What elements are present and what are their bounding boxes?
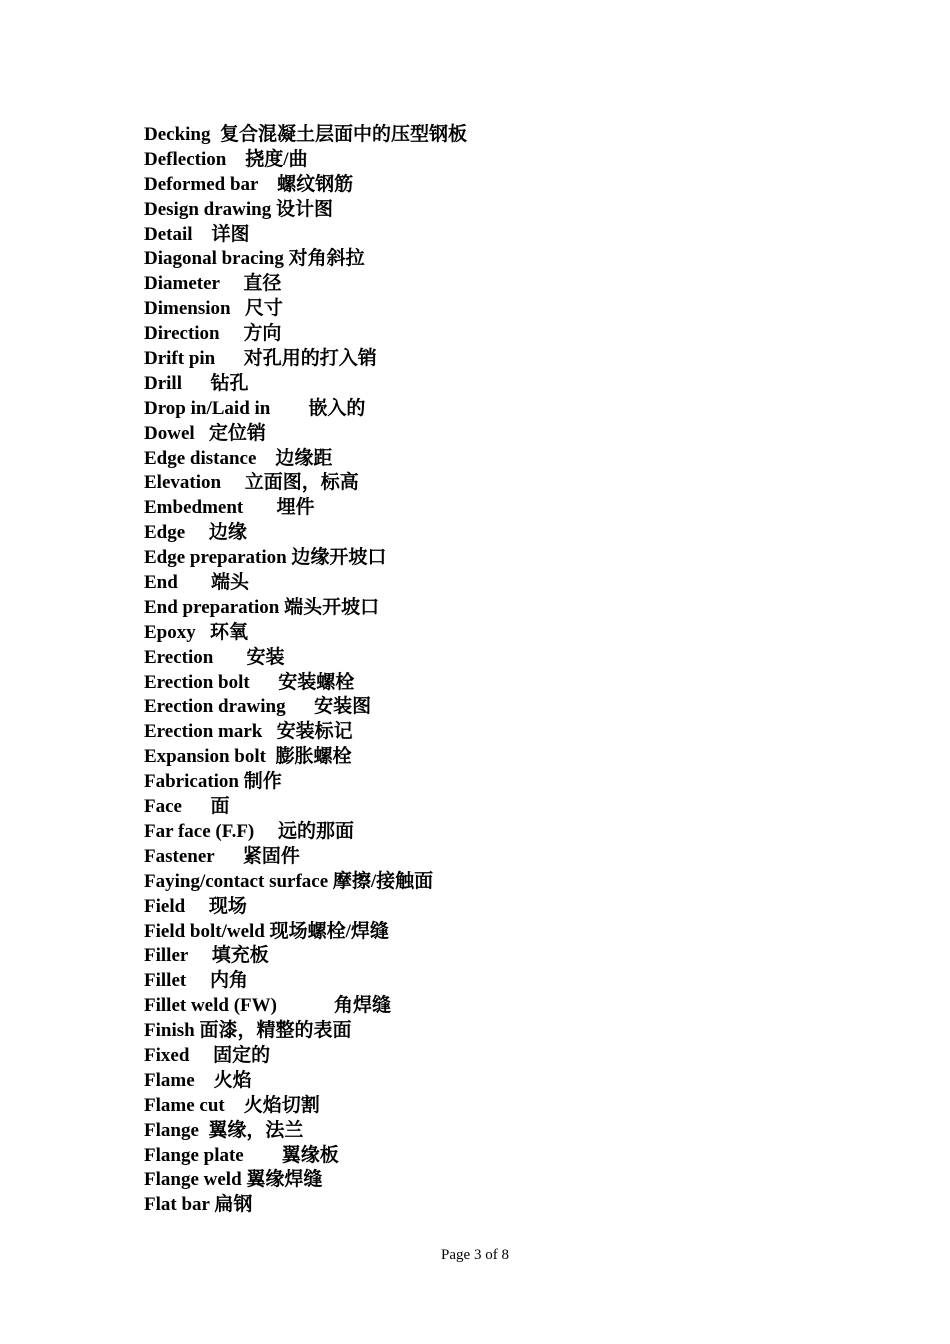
glossary-entry: Fillet 内角 [144,970,248,992]
glossary-entry: Decking 复合混凝土层面中的压型钢板 [144,124,468,145]
glossary-entry: Drill 钻孔 [144,372,249,394]
glossary-entry: Faying/contact surface 摩擦/接触面 [144,870,434,892]
glossary-entry: Flame 火焰 [144,1069,252,1091]
glossary-entry: Expansion bolt 膨胀螺栓 [144,746,352,768]
glossary-entry: Epoxy 环氧 [144,621,248,643]
glossary-entry: Filler 填充板 [144,945,269,967]
page-footer: Page 3 of 8 [441,1247,509,1263]
glossary-entry: Flange 翼缘，法兰 [144,1119,304,1141]
glossary-entry: Design drawing 设计图 [144,198,333,220]
glossary-entry: Far face (F.F) 远的那面 [144,820,355,842]
glossary-entry: Diameter 直径 [144,273,282,295]
glossary-entry: Fabrication 制作 [144,771,282,793]
glossary-entry: End preparation 端头开坡口 [144,596,380,618]
glossary-entry: Erection drawing 安装图 [144,696,372,718]
glossary-entry: Deformed bar 螺纹钢筋 [144,173,354,195]
glossary-entry: Erection mark 安装标记 [144,721,353,743]
glossary-entry: End 端头 [144,572,250,594]
glossary-entry: Edge distance 边缘距 [144,447,333,469]
glossary-entry: Flange plate 翼缘板 [144,1144,339,1166]
glossary-entry: Flame cut 火焰切割 [144,1094,320,1116]
glossary-entry: Diagonal bracing 对角斜拉 [144,248,365,270]
glossary-entry: Fixed 固定的 [144,1044,271,1066]
glossary-entry: Drop in/Laid in 嵌入的 [144,397,366,419]
glossary-entry: Flat bar 扁钢 [144,1194,253,1216]
glossary-entry: Erection 安装 [144,646,285,668]
glossary-entry: Face 面 [144,796,230,818]
glossary-list [144,123,467,1218]
glossary-entry: Dowel 定位销 [144,422,266,444]
glossary-entry: Flange weld 翼缘焊缝 [144,1169,323,1191]
glossary-entry: Field bolt/weld 现场螺栓/焊缝 [144,920,389,942]
glossary-entry: Dimension 尺寸 [144,298,283,320]
glossary-entry: Elevation 立面图，标高 [144,472,359,494]
glossary-entry: Fastener 紧固件 [144,845,300,867]
glossary-entry: Erection bolt 安装螺栓 [144,671,355,693]
glossary-entry: Finish 面漆，精整的表面 [144,1020,352,1042]
glossary-entry: Direction 方向 [144,323,282,345]
glossary-entry: Field 现场 [144,895,247,917]
glossary-entry: Drift pin 对孔用的打入销 [144,348,377,370]
glossary-entry: Edge preparation 边缘开坡口 [144,547,387,569]
glossary-entry: Deflection 挠度/曲 [144,148,308,170]
glossary-entry: Edge 边缘 [144,522,247,544]
glossary-entry: Embedment 埋件 [144,497,315,519]
glossary-entry: Fillet weld (FW) 角焊缝 [144,995,391,1017]
glossary-entry: Detail 详图 [144,223,250,245]
